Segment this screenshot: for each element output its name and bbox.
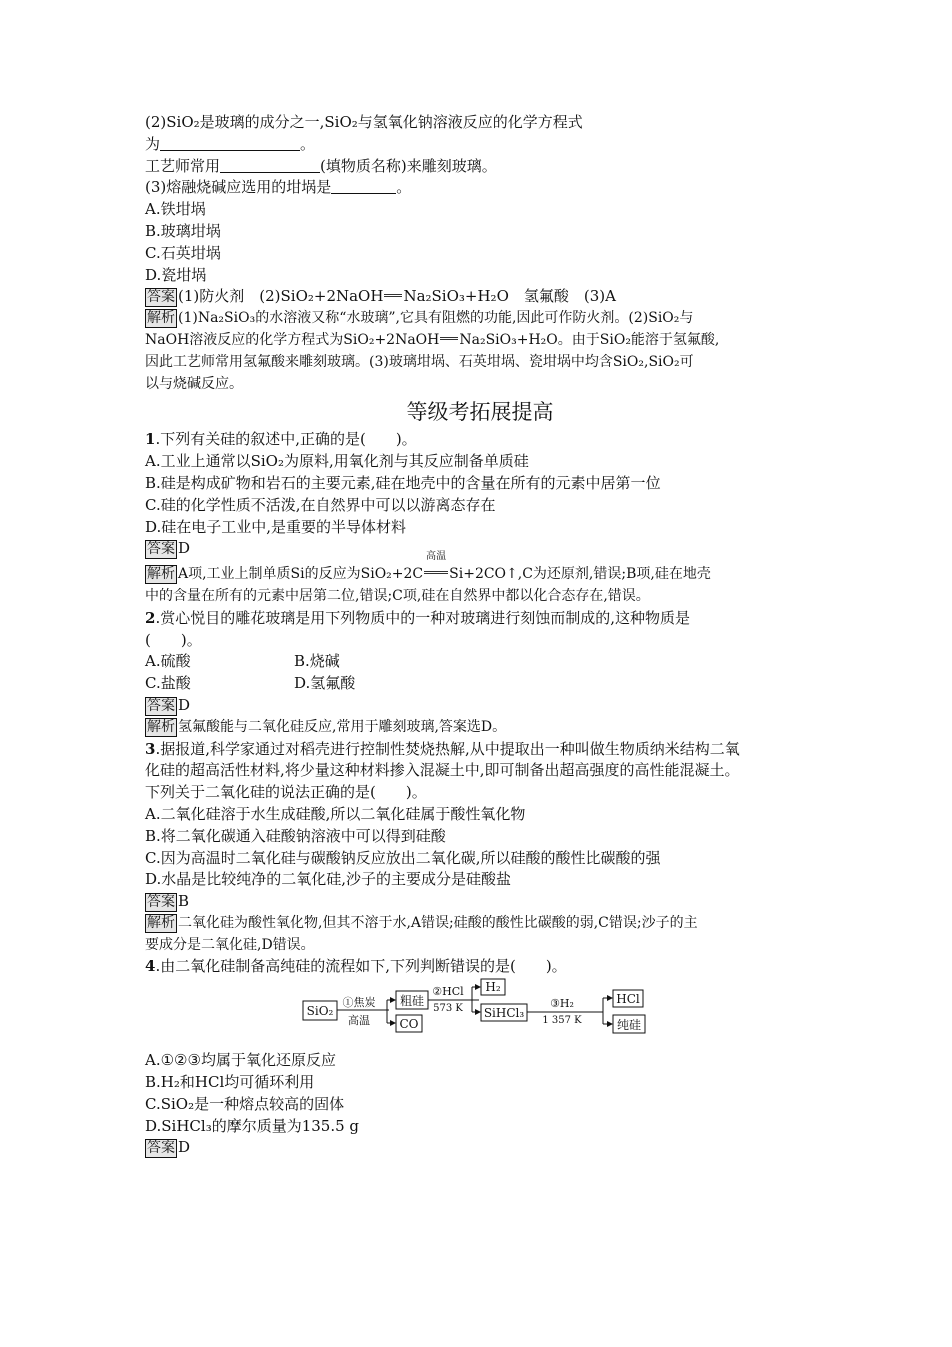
- option: B.玻璃坩埚: [145, 221, 221, 240]
- h2-label: H₂: [485, 980, 501, 995]
- hcl-label: HCl: [616, 992, 640, 1007]
- section-title: 等级考拓展提高: [406, 400, 554, 425]
- pure-si-label: 纯硅: [616, 1018, 642, 1033]
- analysis-line: [145, 330, 815, 352]
- sio2-label: SiO₂: [306, 1004, 334, 1019]
- question-number: 2: [145, 608, 156, 627]
- co-label: CO: [399, 1017, 419, 1032]
- answer-tag: 答案: [147, 697, 175, 714]
- answer-value: D: [178, 539, 191, 558]
- analysis-tag: 解析: [147, 566, 175, 583]
- option: D.氢氟酸: [294, 674, 356, 693]
- stem-text: 下列关于二氧化硅的说法正确的是( )。: [145, 783, 427, 802]
- analysis-tag: 解析: [147, 914, 175, 931]
- page: [145, 112, 815, 1159]
- analysis-line: 中的含量在所有的元素中居第二位,错误;C项,硅在自然界中都以化合态存在,错误。: [145, 587, 650, 604]
- option: C.硅的化学性质不活泼,在自然界中可以以游离态存在: [145, 495, 496, 514]
- stem-text: .下列有关硅的叙述中,正确的是( )。: [155, 430, 417, 449]
- condition-label: 高温: [426, 551, 447, 563]
- option: C.石英坩埚: [145, 243, 221, 262]
- answer-line: [145, 1137, 815, 1159]
- answer-value: D: [178, 1138, 191, 1157]
- analysis-line: 要成分是二氧化硅,D错误。: [145, 936, 315, 953]
- equals-sign: [440, 337, 458, 340]
- step2-top: ②HCl: [432, 985, 464, 999]
- answer-blank: [331, 179, 396, 194]
- q2-line3-suffix: (填物质名称)来雕刻玻璃。: [320, 156, 497, 175]
- analysis-line: 以与烧碱反应。: [145, 375, 243, 392]
- option: D.瓷坩埚: [145, 265, 207, 284]
- q3-prefix: (3)熔融烧碱应选用的坩埚是: [145, 178, 332, 197]
- option: A.铁坩埚: [145, 200, 206, 219]
- option: B.将二氧化碳通入硅酸钠溶液中可以得到硅酸: [145, 826, 446, 845]
- stem-text: .赏心悦目的雕花玻璃是用下列物质中的一种对玻璃进行刻蚀而制成的,这种物质是: [155, 608, 690, 627]
- analysis-text: A项,工业上制单质Si的反应为SiO₂+2C: [178, 566, 424, 583]
- q3-period: 。: [396, 178, 412, 197]
- analysis-text: 氢氟酸能与二氧化硅反应,常用于雕刻玻璃,答案选D。: [178, 718, 507, 735]
- analysis-line: [145, 913, 815, 935]
- flow-diagram-svg: [145, 978, 815, 1050]
- q2-period: 。: [300, 134, 316, 153]
- stem-text: .据报道,科学家通过对稻壳进行控制性焚烧热解,从中提取出一种叫做生物质纳米结构二氧: [155, 739, 740, 758]
- answer-value: B: [178, 892, 190, 911]
- stem-text: 化硅的超高活性材料,将少量这种材料掺入混凝土中,即可制备出超高强度的高性能混凝土。: [145, 761, 740, 780]
- question-number: 3: [145, 739, 156, 758]
- option: B.H₂和HCl均可循环利用: [145, 1073, 315, 1092]
- answer-tag: 答案: [147, 541, 175, 558]
- answer-tag: 答案: [147, 1140, 175, 1157]
- reaction-condition: [423, 551, 449, 586]
- analysis-text: NaOH溶液反应的化学方程式为SiO₂+2NaOH: [145, 331, 440, 348]
- question-stem: [145, 739, 815, 761]
- answer-line: [145, 286, 815, 308]
- analysis-text: Si+2CO↑,C为还原剂,错误;B项,硅在地壳: [449, 566, 711, 583]
- option: A.硫酸: [145, 652, 191, 671]
- answer-line: [145, 891, 815, 913]
- option: C.盐酸: [145, 674, 191, 693]
- step3-bottom: 1 357 K: [542, 1015, 582, 1027]
- q2-line1: (2)SiO₂是玻璃的成分之一,SiO₂与氢氧化钠溶液反应的化学方程式: [145, 113, 583, 131]
- answer-tag: 答案: [147, 289, 175, 306]
- q2-line2: [145, 134, 815, 156]
- option: B.烧碱: [294, 652, 340, 671]
- step3-top: ③H₂: [550, 997, 574, 1011]
- q3-line: [145, 177, 815, 199]
- answer-line: [145, 538, 815, 560]
- stem-text: ( )。: [145, 630, 202, 649]
- option: D.水晶是比较纯净的二氧化硅,沙子的主要成分是硅酸盐: [145, 870, 512, 889]
- answer-text-b: Na₂SiO₃+H₂O 氢氟酸 (3)A: [403, 287, 616, 306]
- answer-text-a: (1)防火剂 (2)SiO₂+2NaOH: [178, 287, 384, 306]
- question-stem: [145, 429, 815, 451]
- analysis-text: Na₂SiO₃+H₂O。由于SiO₂能溶于氢氟酸,: [459, 331, 720, 348]
- option: A.工业上通常以SiO₂为原料,用氧化剂与其反应制备单质硅: [145, 452, 529, 471]
- equals-sign: [384, 294, 402, 297]
- question-number: 4: [145, 957, 156, 976]
- analysis-line: [145, 717, 815, 739]
- q2-line3-prefix: 工艺师常用: [145, 156, 221, 175]
- option: D.硅在电子工业中,是重要的半导体材料: [145, 517, 407, 536]
- option: A.①②③均属于氧化还原反应: [145, 1051, 336, 1070]
- question-stem: [145, 956, 815, 978]
- answer-line: [145, 695, 815, 717]
- option-row: [145, 673, 815, 695]
- analysis-line: 因此工艺师常用氢氟酸来雕刻玻璃。(3)玻璃坩埚、石英坩埚、瓷坩埚中均含SiO₂,SiO₂可: [145, 353, 694, 370]
- answer-blank: [220, 158, 320, 173]
- option: A.二氧化硅溶于水生成硅酸,所以二氧化硅属于酸性氧化物: [145, 804, 526, 823]
- step1-bottom: 高温: [348, 1014, 370, 1028]
- analysis-line: [145, 308, 815, 330]
- analysis-text: (1)Na₂SiO₃的水溶液又称“水玻璃”,它具有阻燃的功能,因此可作防火剂。(2)SiO₂与: [178, 310, 694, 327]
- question-number: 1: [145, 430, 156, 449]
- option: C.因为高温时二氧化硅与碳酸钠反应放出二氧化碳,所以硅酸的酸性比碳酸的强: [145, 848, 661, 867]
- step1-top: ①焦炭: [342, 996, 376, 1010]
- option-row: [145, 651, 815, 673]
- stem-text: .由二氧化硅制备高纯硅的流程如下,下列判断错误的是( )。: [155, 957, 567, 976]
- q2-prefix: 为: [145, 134, 161, 153]
- analysis-tag: 解析: [147, 718, 175, 735]
- analysis-text: 二氧化硅为酸性氧化物,但其不溶于水,A错误;硅酸的酸性比碳酸的弱,C错误;沙子的主: [178, 914, 698, 931]
- analysis-tag: 解析: [147, 310, 175, 327]
- crude-si-label: 粗硅: [399, 994, 425, 1009]
- analysis-line: [145, 551, 815, 586]
- option: C.SiO₂是一种熔点较高的固体: [145, 1094, 345, 1113]
- flow-diagram: [145, 978, 815, 1050]
- option: B.硅是构成矿物和岩石的主要元素,硅在地壳中的含量在所有的元素中居第一位: [145, 473, 661, 492]
- answer-blank: [160, 136, 300, 151]
- option: D.SiHCl₃的摩尔质量为135.5 g: [145, 1116, 360, 1135]
- q2-line3: [145, 156, 815, 178]
- answer-value: D: [178, 695, 191, 714]
- sihcl3-label: SiHCl₃: [483, 1006, 525, 1021]
- question-stem: [145, 608, 815, 630]
- equals-sign: [424, 571, 448, 574]
- step2-bottom: 573 K: [433, 1003, 463, 1015]
- answer-tag: 答案: [147, 894, 175, 911]
